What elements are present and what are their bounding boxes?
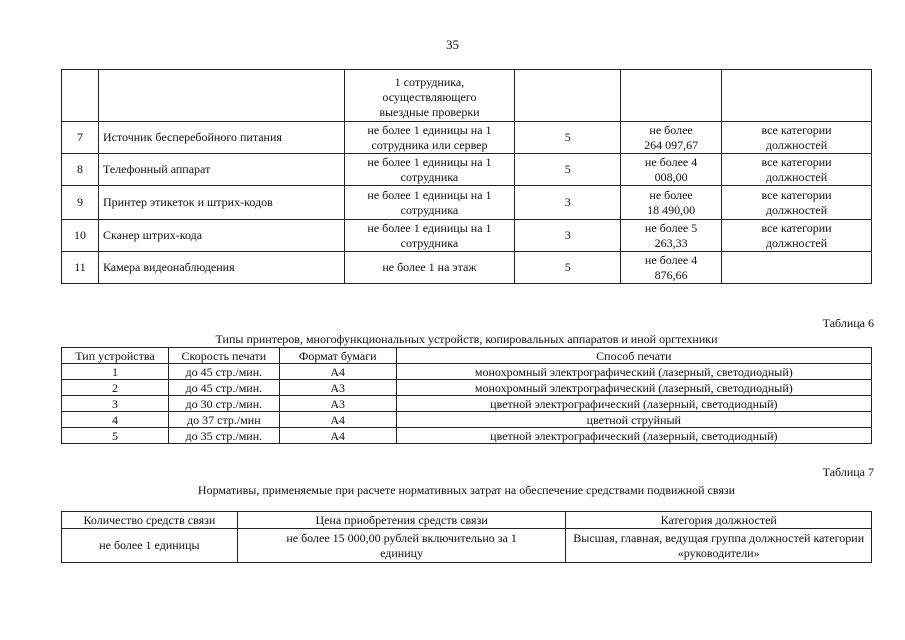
price-limit: не более 18 490,00 <box>621 186 722 220</box>
table-row <box>62 70 872 122</box>
service-years <box>515 70 621 122</box>
print-method: монохромный электрографический (лазерный, светодиодный) <box>396 380 871 396</box>
row-number: 11 <box>62 252 99 284</box>
service-years: 3 <box>515 220 621 252</box>
print-speed: до 45 стр./мин. <box>168 364 279 380</box>
device-type: 5 <box>62 428 169 444</box>
column-header: Категория должностей <box>566 512 872 529</box>
table-row <box>62 122 872 154</box>
quantity-norm: 1 сотрудника, осуществляющего выездные проверки <box>344 70 515 122</box>
device-quantity: не более 1 единицы <box>62 529 238 563</box>
equipment-name: Принтер этикеток и штрих-кодов <box>98 186 344 220</box>
position-category <box>722 70 872 122</box>
table-row <box>62 252 872 284</box>
quantity-norm: не более 1 единицы на 1 сотрудника <box>344 186 515 220</box>
purchase-price: не более 15 000,00 рублей включительно за 1 единицу <box>237 529 566 563</box>
row-number: 9 <box>62 186 99 220</box>
table-row <box>62 364 872 380</box>
device-type: 4 <box>62 412 169 428</box>
service-years: 5 <box>515 122 621 154</box>
price-limit: не более 264 097,67 <box>621 122 722 154</box>
position-category: все категории должностей <box>722 220 872 252</box>
table6-label: Таблица 6 <box>822 316 874 330</box>
equipment-name: Источник бесперебойного питания <box>98 122 344 154</box>
equipment-name: Камера видеонаблюдения <box>98 252 344 284</box>
page-number: 35 <box>446 37 459 52</box>
table-header-row <box>62 512 872 529</box>
column-header: Количество средств связи <box>62 512 238 529</box>
equipment-name: Сканер штрих-кода <box>98 220 344 252</box>
equipment-name <box>98 70 344 122</box>
position-category: Высшая, главная, ведущая группа должностей категории «руководители» <box>566 529 872 563</box>
row-number: 10 <box>62 220 99 252</box>
column-header: Способ печати <box>396 348 871 364</box>
table-row <box>62 186 872 220</box>
print-speed: до 30 стр./мин. <box>168 396 279 412</box>
printer-types-table <box>61 347 872 444</box>
column-header: Тип устройства <box>62 348 169 364</box>
print-speed: до 35 стр./мин. <box>168 428 279 444</box>
mobile-communication-table <box>61 511 872 563</box>
position-category: все категории должностей <box>722 122 872 154</box>
price-limit: не более 4 876,66 <box>621 252 722 284</box>
device-type: 1 <box>62 364 169 380</box>
table-row <box>62 220 872 252</box>
service-years: 5 <box>515 252 621 284</box>
print-speed: до 45 стр./мин. <box>168 380 279 396</box>
quantity-norm: не более 1 единицы на 1 сотрудника <box>344 154 515 186</box>
table-row <box>62 154 872 186</box>
equipment-name: Телефонный аппарат <box>98 154 344 186</box>
price-limit: не более 5 263,33 <box>621 220 722 252</box>
print-method: цветной электрографический (лазерный, светодиодный) <box>396 428 871 444</box>
row-number <box>62 70 99 122</box>
print-speed: до 37 стр./мин <box>168 412 279 428</box>
paper-format: А4 <box>279 364 396 380</box>
row-number: 8 <box>62 154 99 186</box>
position-category: все категории должностей <box>722 186 872 220</box>
price-limit <box>621 70 722 122</box>
device-type: 2 <box>62 380 169 396</box>
device-type: 3 <box>62 396 169 412</box>
service-years: 3 <box>515 186 621 220</box>
quantity-norm: не более 1 единицы на 1 сотрудника или сервер <box>344 122 515 154</box>
print-method: цветной струйный <box>396 412 871 428</box>
table-row <box>62 412 872 428</box>
quantity-norm: не более 1 единицы на 1 сотрудника <box>344 220 515 252</box>
row-number: 7 <box>62 122 99 154</box>
print-method: цветной электрографический (лазерный, светодиодный) <box>396 396 871 412</box>
table-row <box>62 380 872 396</box>
paper-format: А4 <box>279 412 396 428</box>
position-category: все категории должностей <box>722 154 872 186</box>
paper-format: А3 <box>279 396 396 412</box>
table6-caption: Типы принтеров, многофункциональных устройств, копировальных аппаратов и иной оргтехники <box>215 332 718 346</box>
price-limit: не более 4 008,00 <box>621 154 722 186</box>
service-years: 5 <box>515 154 621 186</box>
column-header: Формат бумаги <box>279 348 396 364</box>
quantity-norm: не более 1 на этаж <box>344 252 515 284</box>
paper-format: А4 <box>279 428 396 444</box>
table7-label: Таблица 7 <box>822 465 874 479</box>
column-header: Скорость печати <box>168 348 279 364</box>
table-row <box>62 396 872 412</box>
column-header: Цена приобретения средств связи <box>237 512 566 529</box>
paper-format: А3 <box>279 380 396 396</box>
table-header-row <box>62 348 872 364</box>
equipment-table <box>61 69 872 284</box>
table7-caption: Нормативы, применяемые при расчете нормативных затрат на обеспечение средствами подвижной связи <box>197 483 736 497</box>
print-method: монохромный электрографический (лазерный, светодиодный) <box>396 364 871 380</box>
position-category <box>722 252 872 284</box>
table-row <box>62 428 872 444</box>
table-row <box>62 529 872 563</box>
